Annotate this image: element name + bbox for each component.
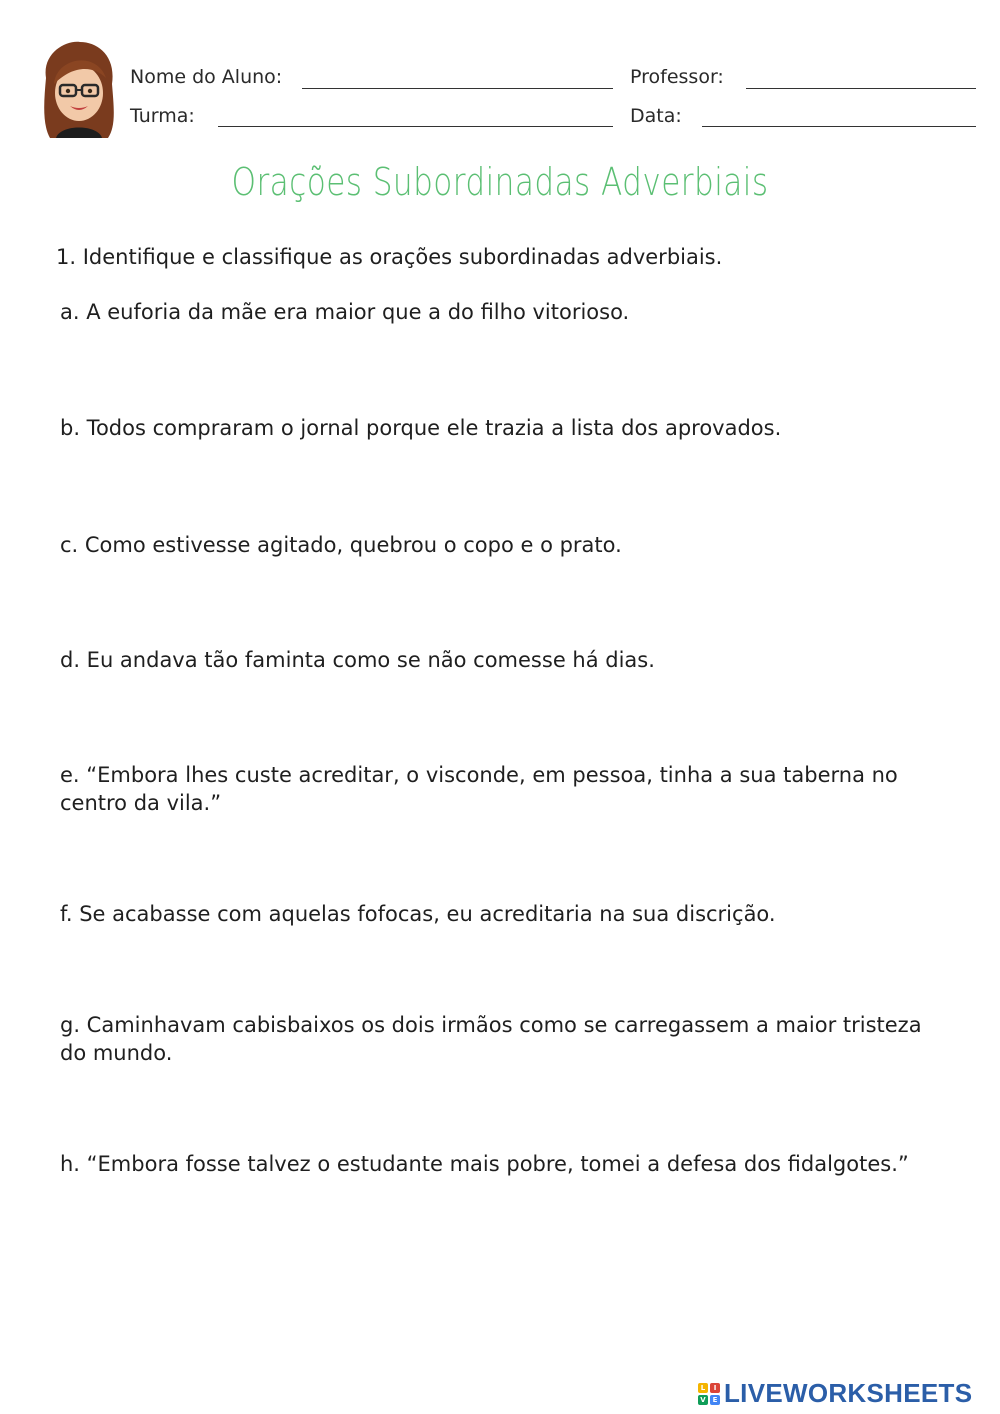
instruction-text: 1. Identifique e classifique as orações subordinadas adverbiais. (56, 245, 723, 269)
teacher-label: Professor: (630, 66, 724, 88)
logo-letter-i: I (710, 1383, 720, 1393)
logo-letter-l: L (698, 1383, 708, 1393)
logo-letter-e: E (710, 1395, 720, 1405)
question-a: a. A euforia da mãe era maior que a do filho vitorioso. (60, 300, 630, 324)
question-c: c. Como estivesse agitado, quebrou o copo e o prato. (60, 533, 622, 557)
date-field[interactable] (702, 126, 976, 127)
student-name-field[interactable] (302, 88, 613, 89)
question-e: e. “Embora lhes custe acreditar, o visconde, em pessoa, tinha a sua taberna no centro da vila.” (60, 763, 898, 815)
teacher-field[interactable] (746, 88, 976, 89)
class-field[interactable] (218, 126, 613, 127)
brand-name: LIVEWORKSHEETS (724, 1378, 973, 1408)
question-d: d. Eu andava tão faminta como se não comesse há dias. (60, 648, 655, 672)
student-name-label: Nome do Aluno: (130, 66, 283, 88)
question-h: h. “Embora fosse talvez o estudante mais pobre, tomei a defesa dos fidalgotes.” (60, 1152, 909, 1176)
liveworksheets-logo (698, 1378, 972, 1409)
question-f: f. Se acabasse com aquelas fofocas, eu acreditaria na sua discrição. (60, 902, 776, 926)
class-label: Turma: (130, 105, 195, 127)
teacher-avatar-icon (36, 38, 120, 148)
page-title: Orações Subordinadas Adverbiais (231, 160, 769, 204)
logo-letter-v: V (698, 1395, 708, 1405)
date-label: Data: (630, 105, 682, 127)
question-b: b. Todos compraram o jornal porque ele trazia a lista dos aprovados. (60, 416, 782, 440)
question-g: g. Caminhavam cabisbaixos os dois irmãos como se carregassem a maior tristeza do mundo. (60, 1013, 922, 1065)
logo-grid-icon (698, 1383, 720, 1405)
